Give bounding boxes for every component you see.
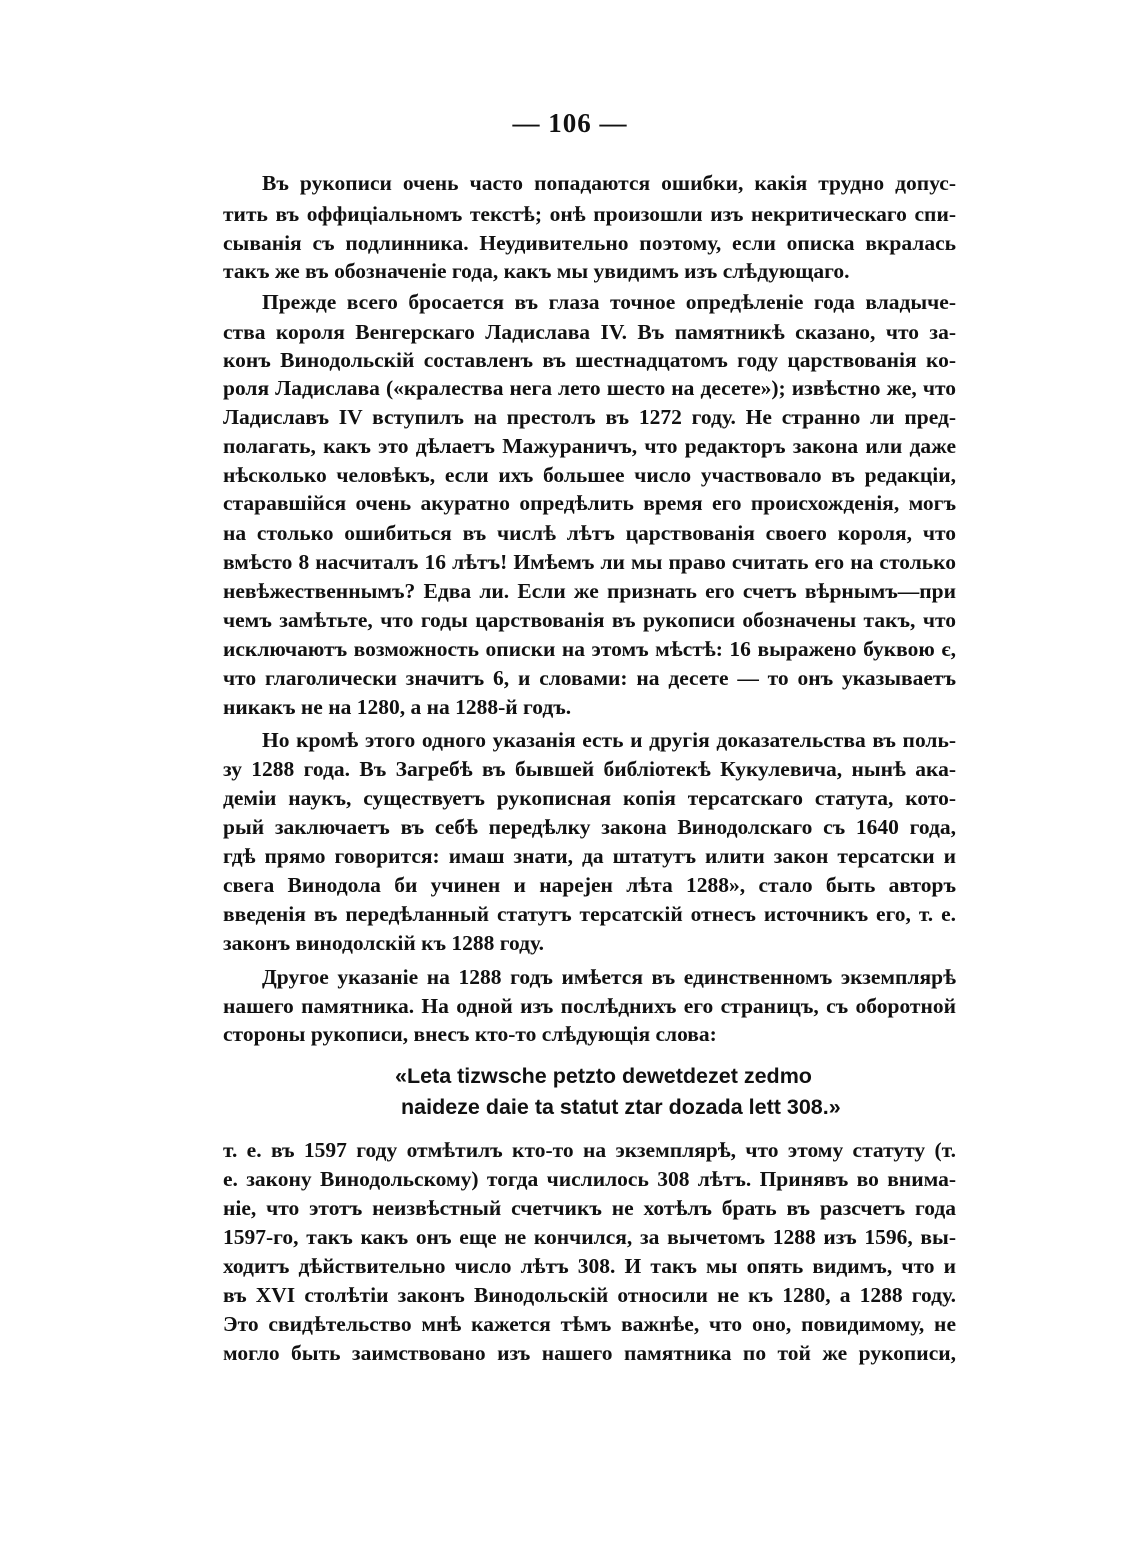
text-line: полагать, какъ это дѣлаетъ Мажураничъ, что редакторъ закона или даже <box>223 434 956 458</box>
text-line: Другое указаніе на 1288 годъ имѣется въ единственномъ экземплярѣ <box>262 965 956 989</box>
text-line: сыванія съ подлинника. Неудивительно поэтому, если описка вкралась <box>223 231 956 255</box>
text-line: исключаютъ возможность описки на этомъ мѣстѣ: 16 выражено буквою є, <box>223 637 956 661</box>
text-line: тить въ оффиціальномъ текстѣ; онѣ произошли изъ некритическаго спи- <box>223 202 956 226</box>
text-line: чемъ замѣтьте, что годы царствованія въ рукописи обозначены такъ, что <box>223 608 956 632</box>
text-line: Ладиславъ IV вступилъ на престолъ въ 1272 году. Не странно ли пред- <box>223 405 956 429</box>
text-line: старавшійся очень акуратно опредѣлить время его происхожденія, могъ <box>223 491 956 515</box>
text-line: могло быть заимствовано изъ нашего памятника по той же рукописи, <box>223 1341 956 1365</box>
text-line: законъ винодолскій къ 1288 году. <box>223 931 545 955</box>
text-line: такъ же въ обозначеніе года, какъ мы увидимъ изъ слѣдующаго. <box>223 259 850 283</box>
text-line: свега Винодола би учинен и нарејен лѣта 1288», стало быть авторъ <box>223 873 956 897</box>
text-line: роля Ладислава («кралества нега лето шесто на десете»); извѣстно же, что <box>223 376 956 400</box>
page-number: — 106 — <box>512 108 628 138</box>
text-line: ходитъ дѣйствительно число лѣтъ 308. И такъ мы опять видимъ, что и <box>223 1254 956 1278</box>
latin-quote-line: naideze daie ta statut ztar dozada lett 308.» <box>401 1095 841 1119</box>
text-line: ніе, что этотъ неизвѣстный счетчикъ не хотѣлъ брать въ разсчетъ года <box>223 1196 956 1220</box>
text-line: введенія въ передѣланный статутъ терсатскій отнесъ источникъ его, т. е. <box>223 902 956 926</box>
text-line: стороны рукописи, внесъ кто-то слѣдующія слова: <box>223 1022 717 1046</box>
text-line: т. е. въ 1597 году отмѣтилъ кто-то на экземплярѣ, что этому статуту (т. <box>223 1138 956 1162</box>
text-line: Въ рукописи очень часто попадаются ошибки, какія трудно допус- <box>262 171 956 195</box>
text-line: нѣсколько человѣкъ, если ихъ большее число участвовало въ редакціи, <box>223 463 956 487</box>
latin-quote-line: «Leta tizwsche petzto dewetdezet zedmo <box>395 1064 812 1088</box>
text-line: рый заключаетъ въ себѣ передѣлку закона Винодолскаго съ 1640 года, <box>223 815 956 839</box>
text-line: на столько ошибиться въ числѣ лѣтъ царствованія своего короля, что <box>223 521 956 545</box>
text-line: Это свидѣтельство мнѣ кажется тѣмъ важнѣе, что оно, повидимому, не <box>223 1312 956 1336</box>
text-line: зу 1288 года. Въ Загребѣ въ бывшей библіотекѣ Кукулевича, нынѣ ака- <box>223 757 956 781</box>
text-line: невѣжественнымъ? Едва ли. Если же признать его счетъ вѣрнымъ—при <box>223 579 956 603</box>
text-line: вмѣсто 8 насчиталъ 16 лѣтъ! Имѣемъ ли мы право считать его на столько <box>223 550 956 574</box>
text-line: е. закону Винодольскому) тогда числилось 308 лѣтъ. Принявъ во внима- <box>223 1167 956 1191</box>
text-line: нашего памятника. На одной изъ послѣднихъ его страницъ, съ оборотной <box>223 994 956 1018</box>
text-line: деміи наукъ, существуетъ рукописная копія терсатскаго статута, кото- <box>223 786 956 810</box>
text-line: ства короля Венгерскаго Ладислава IV. Въ памятникѣ сказано, что за- <box>223 320 956 344</box>
text-line: гдѣ прямо говорится: имаш знати, да штатутъ илити закон терсатски и <box>223 844 956 868</box>
text-line: 1597-го, такъ какъ онъ еще не кончился, за вычетомъ 1288 изъ 1596, вы- <box>223 1225 956 1249</box>
text-line: Прежде всего бросается въ глаза точное опредѣленіе года владыче- <box>262 290 956 314</box>
text-line: Но кромѣ этого одного указанія есть и другія доказательства въ поль- <box>262 728 956 752</box>
text-line: никакъ не на 1280, а на 1288-й годъ. <box>223 695 572 719</box>
text-line: въ XVI столѣтіи законъ Винодольскій относили не къ 1280, а 1288 году. <box>223 1283 956 1307</box>
text-line: конъ Винодольскій составленъ въ шестнадцатомъ году царствованія ко- <box>223 348 956 372</box>
text-line: что глаголически значитъ 6, и словами: на десете — то онъ указываетъ <box>223 666 956 690</box>
